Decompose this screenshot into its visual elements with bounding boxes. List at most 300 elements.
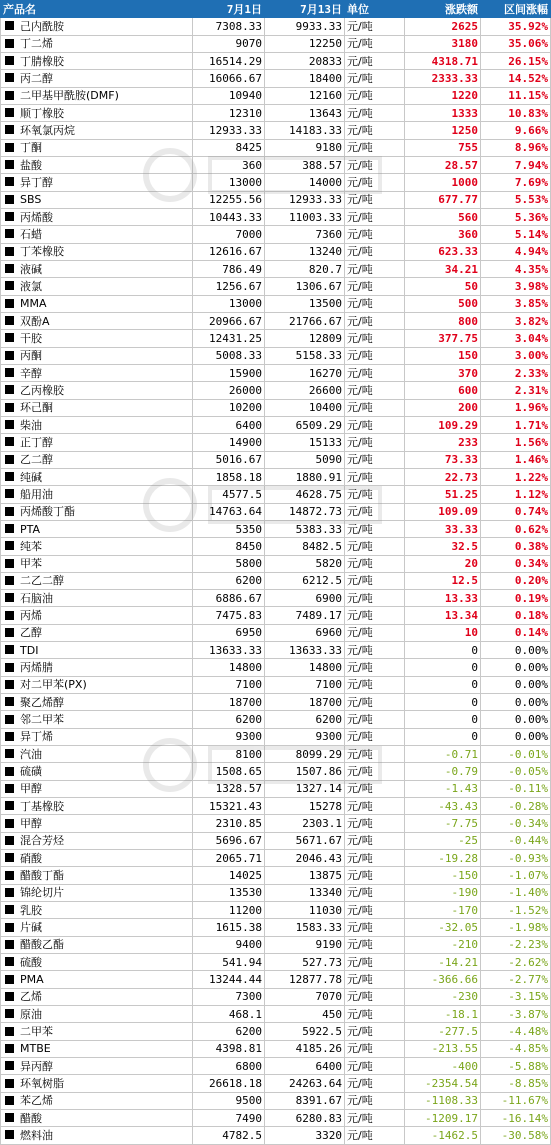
price-jul-13: 6960 bbox=[265, 624, 345, 641]
unit: 元/吨 bbox=[345, 364, 405, 381]
row-marker-icon bbox=[5, 385, 14, 394]
price-jul-13: 6509.29 bbox=[265, 416, 345, 433]
row-marker-icon bbox=[5, 1027, 14, 1036]
change-amount: -190 bbox=[405, 884, 481, 901]
price-jul-13: 8482.5 bbox=[265, 538, 345, 555]
unit: 元/吨 bbox=[345, 1006, 405, 1023]
product-name bbox=[1, 676, 193, 693]
price-jul-1: 16066.67 bbox=[193, 70, 265, 87]
price-jul-1: 14763.64 bbox=[193, 503, 265, 520]
product-name-text: 双酚A bbox=[20, 314, 50, 328]
price-jul-13: 7100 bbox=[265, 676, 345, 693]
row-marker-icon bbox=[5, 541, 14, 550]
product-name bbox=[1, 451, 193, 468]
unit: 元/吨 bbox=[345, 902, 405, 919]
product-name-text: 乙二醇 bbox=[20, 453, 53, 467]
change-percent: -0.44% bbox=[481, 832, 551, 849]
price-jul-1: 6800 bbox=[193, 1058, 265, 1075]
price-jul-13: 18700 bbox=[265, 694, 345, 711]
unit: 元/吨 bbox=[345, 694, 405, 711]
change-amount: 150 bbox=[405, 347, 481, 364]
product-name-text: 原油 bbox=[20, 1007, 42, 1021]
change-percent: 26.15% bbox=[481, 52, 551, 69]
unit: 元/吨 bbox=[345, 971, 405, 988]
change-percent: 3.00% bbox=[481, 347, 551, 364]
unit: 元/吨 bbox=[345, 1110, 405, 1127]
change-amount: -400 bbox=[405, 1058, 481, 1075]
change-amount: 1250 bbox=[405, 122, 481, 139]
row-marker-icon bbox=[5, 576, 14, 585]
table-row bbox=[1, 243, 551, 260]
table-row bbox=[1, 382, 551, 399]
table-row bbox=[1, 1075, 551, 1092]
price-jul-13: 13500 bbox=[265, 295, 345, 312]
product-name bbox=[1, 70, 193, 87]
price-jul-13: 14872.73 bbox=[265, 503, 345, 520]
price-jul-13: 20833 bbox=[265, 52, 345, 69]
product-name-text: 丙二醇 bbox=[20, 71, 53, 85]
product-name-text: 二乙二醇 bbox=[20, 574, 64, 588]
product-name bbox=[1, 867, 193, 884]
change-percent: 5.14% bbox=[481, 226, 551, 243]
product-name bbox=[1, 832, 193, 849]
product-name-text: PTA bbox=[20, 522, 41, 536]
price-jul-13: 6400 bbox=[265, 1058, 345, 1075]
price-jul-1: 5800 bbox=[193, 555, 265, 572]
unit: 元/吨 bbox=[345, 572, 405, 589]
product-name bbox=[1, 434, 193, 451]
unit: 元/吨 bbox=[345, 1058, 405, 1075]
change-percent: 3.04% bbox=[481, 330, 551, 347]
price-jul-13: 9180 bbox=[265, 139, 345, 156]
product-name bbox=[1, 174, 193, 191]
change-amount: 0 bbox=[405, 642, 481, 659]
product-name bbox=[1, 1110, 193, 1127]
change-amount: 109.09 bbox=[405, 503, 481, 520]
change-amount: -1.43 bbox=[405, 780, 481, 797]
price-jul-13: 450 bbox=[265, 1006, 345, 1023]
unit: 元/吨 bbox=[345, 642, 405, 659]
change-percent: -30.58% bbox=[481, 1127, 551, 1144]
product-name bbox=[1, 399, 193, 416]
price-jul-1: 1615.38 bbox=[193, 919, 265, 936]
change-amount: 0 bbox=[405, 676, 481, 693]
change-percent: 1.12% bbox=[481, 486, 551, 503]
price-jul-13: 7070 bbox=[265, 988, 345, 1005]
unit: 元/吨 bbox=[345, 87, 405, 104]
price-jul-1: 12616.67 bbox=[193, 243, 265, 260]
change-percent: -4.48% bbox=[481, 1023, 551, 1040]
row-marker-icon bbox=[5, 923, 14, 932]
price-jul-13: 21766.67 bbox=[265, 312, 345, 329]
table-row bbox=[1, 1040, 551, 1057]
unit: 元/吨 bbox=[345, 260, 405, 277]
price-jul-13: 1507.86 bbox=[265, 763, 345, 780]
change-amount: -1462.5 bbox=[405, 1127, 481, 1144]
row-marker-icon bbox=[5, 455, 14, 464]
unit: 元/吨 bbox=[345, 468, 405, 485]
change-amount: 28.57 bbox=[405, 156, 481, 173]
change-percent: -1.07% bbox=[481, 867, 551, 884]
price-jul-13: 1583.33 bbox=[265, 919, 345, 936]
price-jul-1: 7100 bbox=[193, 676, 265, 693]
product-name bbox=[1, 295, 193, 312]
table-row bbox=[1, 18, 551, 35]
unit: 元/吨 bbox=[345, 208, 405, 225]
change-percent: 5.36% bbox=[481, 208, 551, 225]
table-row bbox=[1, 70, 551, 87]
unit: 元/吨 bbox=[345, 399, 405, 416]
change-amount: -18.1 bbox=[405, 1006, 481, 1023]
change-amount: -2354.54 bbox=[405, 1075, 481, 1092]
price-jul-13: 5158.33 bbox=[265, 347, 345, 364]
product-name-text: 聚乙烯醇 bbox=[20, 695, 64, 709]
price-jul-1: 13000 bbox=[193, 174, 265, 191]
row-marker-icon bbox=[5, 281, 14, 290]
change-percent: 4.94% bbox=[481, 243, 551, 260]
row-marker-icon bbox=[5, 108, 14, 117]
price-jul-1: 14800 bbox=[193, 659, 265, 676]
product-name-text: 丁酮 bbox=[20, 141, 42, 155]
unit: 元/吨 bbox=[345, 416, 405, 433]
product-name-text: 石脑油 bbox=[20, 591, 53, 605]
unit: 元/吨 bbox=[345, 18, 405, 35]
product-name-text: 乳胶 bbox=[20, 903, 42, 917]
row-marker-icon bbox=[5, 732, 14, 741]
price-jul-13: 3320 bbox=[265, 1127, 345, 1144]
unit: 元/吨 bbox=[345, 954, 405, 971]
product-name-text: 对二甲苯(PX) bbox=[20, 678, 87, 692]
price-jul-1: 12431.25 bbox=[193, 330, 265, 347]
row-marker-icon bbox=[5, 1044, 14, 1053]
product-name bbox=[1, 382, 193, 399]
price-jul-1: 1256.67 bbox=[193, 278, 265, 295]
price-jul-1: 1328.57 bbox=[193, 780, 265, 797]
row-marker-icon bbox=[5, 715, 14, 724]
price-jul-1: 6400 bbox=[193, 416, 265, 433]
product-name-text: SBS bbox=[20, 193, 42, 207]
price-jul-13: 12877.78 bbox=[265, 971, 345, 988]
change-amount: 3180 bbox=[405, 35, 481, 52]
price-jul-13: 7360 bbox=[265, 226, 345, 243]
price-jul-13: 1880.91 bbox=[265, 468, 345, 485]
change-amount: 109.29 bbox=[405, 416, 481, 433]
change-percent: -16.14% bbox=[481, 1110, 551, 1127]
row-marker-icon bbox=[5, 472, 14, 481]
product-name-text: 甲醇 bbox=[20, 817, 42, 831]
table-row bbox=[1, 763, 551, 780]
change-percent: -2.62% bbox=[481, 954, 551, 971]
change-percent: 2.31% bbox=[481, 382, 551, 399]
table-row bbox=[1, 122, 551, 139]
product-name bbox=[1, 954, 193, 971]
unit: 元/吨 bbox=[345, 815, 405, 832]
product-name-text: 正丁醇 bbox=[20, 435, 53, 449]
price-jul-1: 12310 bbox=[193, 104, 265, 121]
row-marker-icon bbox=[5, 333, 14, 342]
table-row bbox=[1, 884, 551, 901]
product-name-text: 醋酸 bbox=[20, 1111, 42, 1125]
table-row bbox=[1, 278, 551, 295]
product-name bbox=[1, 728, 193, 745]
row-marker-icon bbox=[5, 195, 14, 204]
change-amount: 13.33 bbox=[405, 590, 481, 607]
table-row bbox=[1, 139, 551, 156]
price-jul-1: 15321.43 bbox=[193, 798, 265, 815]
row-marker-icon bbox=[5, 871, 14, 880]
table-row bbox=[1, 572, 551, 589]
change-amount: 10 bbox=[405, 624, 481, 641]
change-amount: -230 bbox=[405, 988, 481, 1005]
price-jul-1: 2065.71 bbox=[193, 850, 265, 867]
change-amount: -210 bbox=[405, 936, 481, 953]
row-marker-icon bbox=[5, 264, 14, 273]
change-percent: 7.94% bbox=[481, 156, 551, 173]
row-marker-icon bbox=[5, 351, 14, 360]
table-row bbox=[1, 347, 551, 364]
change-amount: -19.28 bbox=[405, 850, 481, 867]
product-name-text: 乙醇 bbox=[20, 626, 42, 640]
product-name bbox=[1, 364, 193, 381]
table-row bbox=[1, 174, 551, 191]
product-name-text: 片碱 bbox=[20, 921, 42, 935]
price-jul-13: 24263.64 bbox=[265, 1075, 345, 1092]
table-row bbox=[1, 798, 551, 815]
product-name bbox=[1, 919, 193, 936]
product-name bbox=[1, 590, 193, 607]
product-name-text: 石蜡 bbox=[20, 227, 42, 241]
product-name bbox=[1, 642, 193, 659]
row-marker-icon bbox=[5, 767, 14, 776]
price-jul-13: 388.57 bbox=[265, 156, 345, 173]
product-name-text: 丙烯酸丁酯 bbox=[20, 505, 75, 519]
change-percent: -4.85% bbox=[481, 1040, 551, 1057]
product-name bbox=[1, 243, 193, 260]
price-jul-1: 13000 bbox=[193, 295, 265, 312]
change-amount: 1000 bbox=[405, 174, 481, 191]
change-percent: 1.96% bbox=[481, 399, 551, 416]
table-row bbox=[1, 35, 551, 52]
product-name bbox=[1, 746, 193, 763]
row-marker-icon bbox=[5, 229, 14, 238]
change-percent: -11.67% bbox=[481, 1092, 551, 1109]
change-percent: -0.28% bbox=[481, 798, 551, 815]
unit: 元/吨 bbox=[345, 798, 405, 815]
table-row bbox=[1, 87, 551, 104]
product-name-text: 汽油 bbox=[20, 747, 42, 761]
price-jul-13: 10400 bbox=[265, 399, 345, 416]
change-amount: 560 bbox=[405, 208, 481, 225]
product-name-text: 醋酸丁酯 bbox=[20, 869, 64, 883]
product-name bbox=[1, 156, 193, 173]
change-percent: 11.15% bbox=[481, 87, 551, 104]
change-percent: 0.14% bbox=[481, 624, 551, 641]
change-amount: 755 bbox=[405, 139, 481, 156]
product-name-text: 醋酸乙酯 bbox=[20, 938, 64, 952]
product-name bbox=[1, 988, 193, 1005]
price-jul-13: 12933.33 bbox=[265, 191, 345, 208]
product-name-text: 干胶 bbox=[20, 331, 42, 345]
product-name bbox=[1, 607, 193, 624]
unit: 元/吨 bbox=[345, 104, 405, 121]
change-amount: -0.79 bbox=[405, 763, 481, 780]
row-marker-icon bbox=[5, 1061, 14, 1070]
table-row bbox=[1, 1023, 551, 1040]
table-row bbox=[1, 260, 551, 277]
product-name bbox=[1, 260, 193, 277]
change-percent: -0.01% bbox=[481, 746, 551, 763]
product-name-text: 硫酸 bbox=[20, 955, 42, 969]
product-name-text: 邻二甲苯 bbox=[20, 713, 64, 727]
unit: 元/吨 bbox=[345, 1127, 405, 1144]
unit: 元/吨 bbox=[345, 936, 405, 953]
product-name bbox=[1, 971, 193, 988]
product-name-text: 液氯 bbox=[20, 279, 42, 293]
unit: 元/吨 bbox=[345, 486, 405, 503]
change-amount: 32.5 bbox=[405, 538, 481, 555]
price-jul-13: 13633.33 bbox=[265, 642, 345, 659]
product-name-text: 混合芳烃 bbox=[20, 834, 64, 848]
row-marker-icon bbox=[5, 160, 14, 169]
change-amount: 0 bbox=[405, 694, 481, 711]
unit: 元/吨 bbox=[345, 1075, 405, 1092]
change-amount: 73.33 bbox=[405, 451, 481, 468]
change-percent: 0.00% bbox=[481, 694, 551, 711]
row-marker-icon bbox=[5, 524, 14, 533]
change-percent: 8.96% bbox=[481, 139, 551, 156]
change-percent: 1.46% bbox=[481, 451, 551, 468]
change-amount: 4318.71 bbox=[405, 52, 481, 69]
product-name bbox=[1, 139, 193, 156]
price-jul-13: 6280.83 bbox=[265, 1110, 345, 1127]
unit: 元/吨 bbox=[345, 139, 405, 156]
unit: 元/吨 bbox=[345, 555, 405, 572]
product-name bbox=[1, 1075, 193, 1092]
row-marker-icon bbox=[5, 177, 14, 186]
price-jul-1: 7000 bbox=[193, 226, 265, 243]
row-marker-icon bbox=[5, 125, 14, 134]
price-jul-13: 16270 bbox=[265, 364, 345, 381]
product-name bbox=[1, 347, 193, 364]
change-percent: 5.53% bbox=[481, 191, 551, 208]
price-jul-1: 6200 bbox=[193, 711, 265, 728]
price-jul-13: 4185.26 bbox=[265, 1040, 345, 1057]
product-name bbox=[1, 624, 193, 641]
product-name bbox=[1, 1006, 193, 1023]
change-percent: 35.92% bbox=[481, 18, 551, 35]
price-jul-1: 5350 bbox=[193, 520, 265, 537]
unit: 元/吨 bbox=[345, 1040, 405, 1057]
product-name-text: 异丁烯 bbox=[20, 730, 53, 744]
product-name bbox=[1, 104, 193, 121]
table-row bbox=[1, 434, 551, 451]
header-product-name: 产品名 bbox=[1, 1, 193, 18]
price-jul-1: 13244.44 bbox=[193, 971, 265, 988]
price-jul-1: 9070 bbox=[193, 35, 265, 52]
unit: 元/吨 bbox=[345, 867, 405, 884]
change-amount: -1108.33 bbox=[405, 1092, 481, 1109]
table-row bbox=[1, 624, 551, 641]
table-row bbox=[1, 936, 551, 953]
product-name bbox=[1, 503, 193, 520]
product-name bbox=[1, 191, 193, 208]
price-jul-1: 6950 bbox=[193, 624, 265, 641]
change-percent: 0.00% bbox=[481, 711, 551, 728]
change-percent: -3.15% bbox=[481, 988, 551, 1005]
change-percent: -0.11% bbox=[481, 780, 551, 797]
change-percent: 0.62% bbox=[481, 520, 551, 537]
table-body bbox=[1, 18, 551, 1144]
product-name bbox=[1, 208, 193, 225]
price-jul-13: 9300 bbox=[265, 728, 345, 745]
price-jul-13: 26600 bbox=[265, 382, 345, 399]
change-percent: 10.83% bbox=[481, 104, 551, 121]
product-name-text: 丁苯橡胶 bbox=[20, 245, 64, 259]
table-row bbox=[1, 399, 551, 416]
product-name-text: 甲苯 bbox=[20, 557, 42, 571]
price-jul-13: 4628.75 bbox=[265, 486, 345, 503]
price-jul-13: 8391.67 bbox=[265, 1092, 345, 1109]
table-row bbox=[1, 902, 551, 919]
row-marker-icon bbox=[5, 801, 14, 810]
unit: 元/吨 bbox=[345, 174, 405, 191]
row-marker-icon bbox=[5, 905, 14, 914]
change-percent: 7.69% bbox=[481, 174, 551, 191]
table-row bbox=[1, 954, 551, 971]
price-jul-13: 13643 bbox=[265, 104, 345, 121]
unit: 元/吨 bbox=[345, 52, 405, 69]
unit: 元/吨 bbox=[345, 503, 405, 520]
table-row bbox=[1, 694, 551, 711]
row-marker-icon bbox=[5, 437, 14, 446]
row-marker-icon bbox=[5, 819, 14, 828]
unit: 元/吨 bbox=[345, 988, 405, 1005]
unit: 元/吨 bbox=[345, 226, 405, 243]
product-name bbox=[1, 711, 193, 728]
product-name-text: 二甲苯 bbox=[20, 1025, 53, 1039]
unit: 元/吨 bbox=[345, 191, 405, 208]
change-percent: 0.38% bbox=[481, 538, 551, 555]
row-marker-icon bbox=[5, 1009, 14, 1018]
row-marker-icon bbox=[5, 749, 14, 758]
change-amount: 12.5 bbox=[405, 572, 481, 589]
unit: 元/吨 bbox=[345, 347, 405, 364]
product-name-text: 顺丁橡胶 bbox=[20, 106, 64, 120]
table-row bbox=[1, 850, 551, 867]
table-row bbox=[1, 312, 551, 329]
unit: 元/吨 bbox=[345, 624, 405, 641]
unit: 元/吨 bbox=[345, 122, 405, 139]
product-name bbox=[1, 1058, 193, 1075]
product-name-text: 丁腈橡胶 bbox=[20, 54, 64, 68]
product-name-text: 乙烯 bbox=[20, 990, 42, 1004]
change-percent: 1.71% bbox=[481, 416, 551, 433]
change-percent: -0.34% bbox=[481, 815, 551, 832]
price-jul-1: 13530 bbox=[193, 884, 265, 901]
product-name-text: 异丁醇 bbox=[20, 175, 53, 189]
row-marker-icon bbox=[5, 836, 14, 845]
price-jul-1: 1858.18 bbox=[193, 468, 265, 485]
price-jul-13: 18400 bbox=[265, 70, 345, 87]
price-jul-1: 5008.33 bbox=[193, 347, 265, 364]
product-name-text: 丙烯腈 bbox=[20, 661, 53, 675]
product-name-text: 丁基橡胶 bbox=[20, 799, 64, 813]
table-row bbox=[1, 867, 551, 884]
price-jul-1: 20966.67 bbox=[193, 312, 265, 329]
price-jul-1: 14025 bbox=[193, 867, 265, 884]
product-name-text: 丁二烯 bbox=[20, 37, 53, 51]
product-name-text: 纯苯 bbox=[20, 539, 42, 553]
